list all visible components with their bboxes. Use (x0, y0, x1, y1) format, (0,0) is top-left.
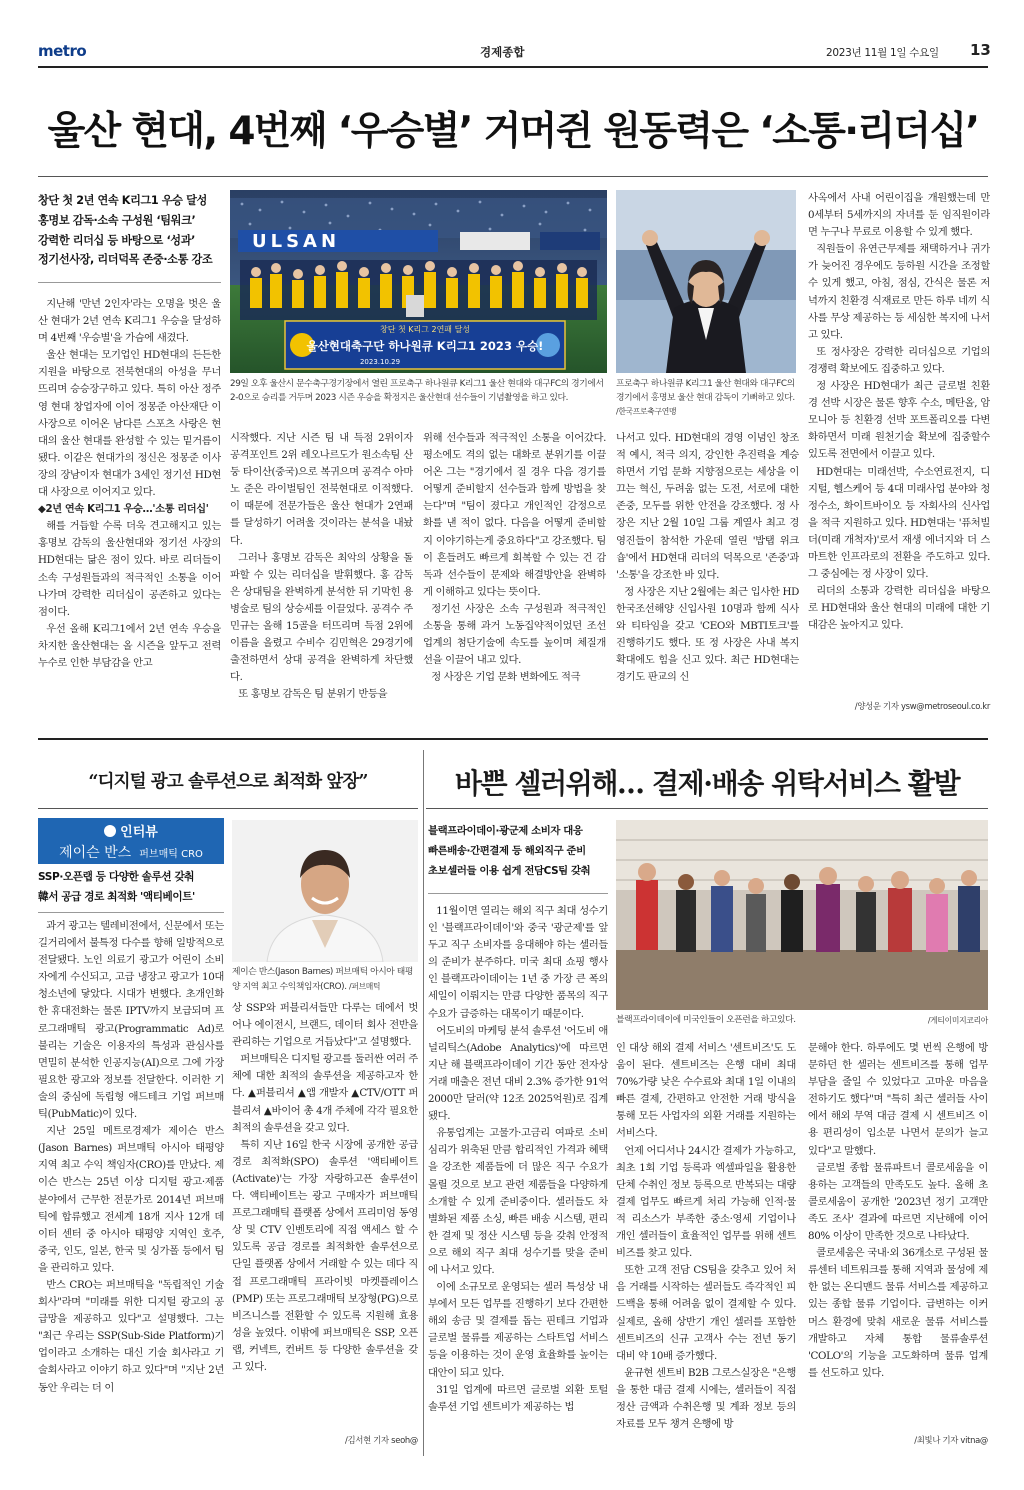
interview-col-1 (38, 918, 224, 1446)
section-name: 경제종합 (480, 45, 525, 59)
article-paragraph: 문해야 한다. 하루에도 몇 번씩 은행에 방문하던 한 셀러는 센트비즈를 통해 업무 부담을 줄일 수 있었다고 고마운 마음을 전하기도 했다"며 "특히 최근 셀러들 사이에서 해외 무역 대금 결제 시 센트비즈 이용 편리성이 입소문 나면서 문의가 늘고 있다"고 말했다. (808, 1042, 988, 1157)
top-byline: /양성운 기자 ysw@metroseoul.co.kr (854, 701, 990, 711)
interviewee-photo-credit: /퍼브매틱 (349, 981, 381, 991)
article-paragraph: 나서고 있다. HD현대의 경영 이념인 창조적 예시, 적극 의지, 강인한 추진력을 계승하면서 기업 문화 지향점으로는 세상을 이끄는 혁신, 두려움 없는 도전, 서로에 대한 존중, 모두를 위한 안전을 강조했다. 정 사장은 지난 2월 10일 그룹 계열사 최고 경영진들이 참석한 가운데 열린 '밥탭 위크숍'에서 HD현대 리더의 덕목으로 '존중'과 '소통'을 강조한 바 있다. (616, 432, 799, 581)
interviewee-photo-svg (232, 820, 418, 962)
seller-headline: 바쁜 셀러위해… 결제·배송 위탁서비스 활발 (454, 767, 960, 800)
coach-caption-text: 프로축구 하나원큐 K리그1 울산 현대와 대구FC의 경기에서 홍명보 울산 현대 감독이 기뻐하고 있다. (616, 379, 795, 403)
article-paragraph: 정 사장은 지난 2월에는 최근 입사한 HD한국조선해양 신입사원 10명과 함께 식사와 티타임을 갖고 'CEO와 MBTI토크'를 진행하기도 했다. 또 정 사장은 사내 복지 확대에도 힘을 신고 있다. 최근 HD현대는 경기도 판교의 신 (616, 585, 799, 684)
banner-date-text: 2023.10.29 (359, 358, 401, 366)
top-col-3 (423, 430, 606, 716)
interview-subhead-rule (38, 912, 224, 913)
subhead: 빠른배송·간편결제 등 해외직구 준비 (428, 844, 586, 857)
coach-photo (616, 190, 796, 373)
article-paragraph: 정 사장은 HD현대가 최근 글로벌 친환경 선박 시장은 물론 향후 수소, 메탄올, 암모니아 등 친환경 선박 포트폴리오를 다변화하면서 미래 원천기술 확보에 집중할수 있도록 전면에서 이끌고 있다. (808, 380, 990, 461)
article-paragraph: 울산 현대는 모기업인 HD현대의 든든한 지원을 바탕으로 전북현대의 아성을 무너뜨리며 승승장구하고 있다. 특히 아산 정주영 현대 창업자에 이어 정몽준 아산재단 이사장으로 이어온 남다른 스포츠 사랑은 현대의 울산 현대를 완성할 수 있는 밑거름이 됐다. 이같은 현대가의 정신은 정몽준 이사장의 장남이자 현대가 3세인 정기선 HD현대 사장으로 이어지고 있다. (38, 349, 221, 499)
coach-photo-credit: /한국프로축구연맹 (616, 407, 677, 416)
article-paragraph: 이에 소규모로 운영되는 셀러 특성상 내부에서 모든 업무를 진행하기 보다 간편한 해외 송금 및 결제를 돕는 핀테크 기업과 글로벌 물류를 제공하는 스타트업 서비스 등을 이용하는 것이 운영 효율화를 높이는 대안이 되고 있다. (428, 1281, 608, 1379)
article-paragraph: 정기선 사장은 소속 구성원과 적극적인 소통을 통해 과거 노동집약적이었던 조선업계의 첨단기술에 속도를 높이며 체질개선을 이끌어 내고 있다. (423, 602, 606, 667)
section-divider (38, 738, 988, 740)
article-paragraph: 사옥에서 사내 어린이집을 개원했는데 만 0세부터 5세까지의 자녀를 둔 임직원이라면 누구나 무료로 이용할 수 있게 했다. (808, 192, 990, 239)
seller-subheads (428, 822, 608, 881)
interview-headline: “디지털 광고 솔루션으로 최적화 앞장” (88, 772, 368, 792)
article-paragraph: 또 홍명보 감독은 팀 분위기 반등을 (238, 688, 388, 701)
article-paragraph: 퍼브매틱은 디지털 광고를 둘러싼 여러 주체에 대한 최적의 솔루션을 제공하고자 한다. ▲퍼블리셔 ▲앱 개발자 ▲CTV/OTT 퍼블리셔 ▲바이어 총 4개 주체에 각각 필요한 최적의 솔루션을 갖고 있다. (232, 1053, 418, 1134)
subhead-rule (38, 282, 221, 283)
seller-col-3 (808, 1040, 988, 1430)
seller-byline: /최빛나 기자 vitna@ (914, 1435, 988, 1445)
interviewee-caption-text: 제이슨 반스(Jason Barnes) 퍼브매틱 아시아 태평양 지역 최고 수익책임자(CRO). (232, 967, 413, 992)
celebration-photo-caption: 29일 오후 울산시 문수축구경기장에서 열린 프로축구 하나원큐 K리그1 울산 현대와 대구FC의 경기에서 2-0으로 승리를 거두며 2023 시즌 우승을 확정지은 울산현대 선수들이 기념촬영을 하고 있다. (230, 379, 604, 403)
stadium-sign-text: ULSAN (252, 231, 341, 252)
black-friday-photo-svg (616, 820, 988, 1010)
subhead: 블랙프라이데이·광군제 소비자 대응 (428, 825, 583, 837)
article-paragraph: 윤규현 센트비 B2B 그로스실장은 "은행을 통한 대금 결제 시에는, 셀러들이 직접 정산 금액과 수취은행 및 계좌 정보 등의 자료를 모두 챙겨 은행에 방 (616, 1366, 796, 1431)
article-paragraph: 글로벌 종합 물류파트너 콜로세움을 이용하는 고객들의 만족도도 높다. 올해 초 콜로세움이 공개한 '2023년 정기 고객만족도 조사' 결과에 따르면 지난해에 이어 80% 이상이 만족한 것으로 나타났다. (808, 1161, 988, 1243)
coach-photo-caption (616, 378, 796, 420)
seller-col-2 (616, 1040, 796, 1458)
top-col-2 (230, 430, 413, 716)
page-number: 13 (970, 41, 991, 59)
interview-column-divider (423, 750, 424, 1456)
interview-badge-label: 인터뷰 (120, 825, 158, 840)
article-paragraph: 반스 CRO는 퍼브매틱을 "독립적인 기술 회사"라며 "미래를 위한 디지털 광고의 공급망을 제공하고 있다"고 설명했다. 그는 "최근 우리는 SSP(Sub-Side Platform)기업이라고 소개하는 대신 기술 회사라고 기술회사라고 이야기 하고 있다"며 "지난 2년 동안 우리는 더 이 (38, 1278, 224, 1394)
article-paragraph: 특히 지난 16일 한국 시장에 공개한 공급 경로 최적화(SPO) 솔루션 '액티베이트(Activate)'는 가장 자랑하고픈 솔루션이다. 액티베이트는 광고 구매자가 퍼브매틱 프로그래매틱 플랫폼 상에서 프리미엄 동영상 및 CTV 인벤토리에 직접 액세스 할 수 있도록 공급 경로를 최적화한 솔루션으로 단일 플랫폼 상에서 거래할 수 있는 데다 직접 프로그래매틱 프라이빗 마켓플레이스(PMP) 또는 프로그래매틱 보장형(PG)으로 비즈니스를 전환할 수 있도록 지원해 효용성을 높였다. 이밖에 퍼브매틱은 SSP, 오픈랩, 커넥트, 컨버트 등 다양한 솔루션을 갖고 있다. (232, 1138, 418, 1373)
article-paragraph: 위해 선수들과 적극적인 소통을 이어갔다. 평소에도 격의 없는 대화로 분위기를 이끌어온 그는 "경기에서 질 경우 다음 경기를 어떻게 준비할지 선수들과 함께 방법을 찾는다"며 "팀이 졌다고 개인적인 감정으로 화를 낸 적이 없다. 다음을 어떻게 준비할지 이야기하는게 중요하다"고 강조했다. 팀이 흔들려도 빠르게 회복할 수 있는 건 감독과 선수들이 문제와 해결방안을 완벽하게 이해하고 있다는 뜻이다. (423, 432, 606, 598)
article-paragraph: 지난 25일 메트로경제가 제이슨 반스(Jason Barnes) 퍼브매틱 아시아 태평양 지역 최고 수익 책임자(CRO)를 만났다. 제이슨 반스는 25년 이상 디지털 광고·제품 분야에서 근무한 전문가로 2014년 퍼브매틱에 합류했고 전세계 18개 지사 12개 데이터 센터 중 아시아 태평양 지역인 호주, 중국, 인도, 일본, 한국 및 싱가폴 등에서 팀을 관리하고 있다. (38, 1125, 224, 1274)
interview-badge (38, 818, 224, 864)
seller-subhead-rule (428, 893, 608, 894)
article-paragraph: 콜로세움은 국내·외 36개소로 구성된 물류센터 네트워크를 통해 지역과 물성에 제한 없는 온디맨드 물류 서비스를 제공하고 있는 종합 물류 기업이다. 급변하는 이커머스 환경에 맞춰 새로운 물류 서비스를 개발하고 자체 통합 물류솔루션 'COLO'의 기능을 고도화하며 물류 업계를 선도하고 있다. (808, 1247, 988, 1379)
banner-small-text: 창단 첫 K리그 2연패 달성 (379, 325, 471, 334)
article-paragraph: HD현대는 미래선박, 수소연료전지, 디지털, 헬스케어 등 4대 미래사업 분야와 청정수소, 화이트바이오 등 자회사의 신사업을 적극 지원하고 있다. HD현대는 '퓨처빌더(미래 개척자)'로서 재생 에너지와 더 스마트한 인프라로의 전환을 주도하고 있다. 그 중심에는 정 사장이 있다. (808, 465, 990, 581)
interview-badge-top (38, 821, 224, 840)
article-paragraph: 정 사장은 기업 문화 변화에도 적극 (431, 671, 581, 684)
black-friday-photo (616, 820, 988, 1010)
interview-col-2 (232, 1000, 418, 1428)
black-friday-caption: 블랙프라이데이에 미국인들이 오픈런을 하고있다. (616, 1015, 796, 1025)
interviewee-photo-caption (232, 966, 418, 994)
article-subheading: ◆2년 연속 K리그1 우승…'소통 리더십' (38, 504, 209, 516)
top-col-5 (808, 190, 990, 697)
subhead: 정기선사장, 리더덕목 존중·소통 강조 (38, 253, 213, 267)
person-icon (104, 825, 116, 837)
article-paragraph: 지난해 '만년 2인자'라는 오명을 벗은 울산 현대가 2년 연속 K리그1 우승을 달성하며 4번째 '우승별'을 가슴에 새겼다. (38, 298, 221, 345)
article-paragraph: 또 정사장은 강력한 리더십으로 기업의 경쟁력 확보에도 집중하고 있다. (808, 345, 990, 375)
headline-rule (38, 176, 988, 177)
article-paragraph: 인 대상 해외 결제 서비스 '센트비즈'도 도움이 된다. 센트비즈는 은행 대비 최대 70%가량 낮은 수수료와 최대 1일 이내의 빠른 결제, 간편하고 안전한 거래 방식을 통해 모든 사업자의 외환 거래를 지원하는 서비스다. (616, 1042, 796, 1140)
issue-date: 2023년 11월 1일 수요일 (826, 47, 939, 59)
article-paragraph: 시작했다. 지난 시즌 팀 내 득점 2위이자 공격포인트 2위 레오나르도가 원소속팀 산둥 타이산(중국)으로 복귀으며 공격수 아마노 준은 라이벌팀인 전북현대로 이적했다. 이 때문에 전문가들은 울산 현대가 2연패를 달성하기 어려울 것이라는 분석을 내놨다. (230, 432, 413, 547)
interview-headline-rule (38, 808, 418, 809)
subhead: 창단 첫 2년 연속 K리그1 우승 달성 (38, 194, 207, 207)
interviewee-name: 제이슨 반스 (59, 845, 132, 861)
subhead: 홍명보 감독·소속 구성원 ‘팀워크’ (38, 213, 196, 227)
article-paragraph: 어도비의 마케팅 분석 솔루션 '어도비 애널리틱스(Adobe Analytics)'에 따르면 지난 해 블랙프라이데이 기간 동안 전자상거래 매출은 전년 대비 2.3% 증가한 91억2000만 달러(약 12조 2025억원)로 집계됐다. (428, 1024, 608, 1123)
article-paragraph: 우선 올해 K리그1에서 2년 연속 우승을 차지한 울산현대는 올 시즌을 앞두고 전력누수로 인한 부담감을 안고 (38, 622, 221, 669)
article-paragraph: 과거 광고는 텔레비전에서, 신문에서 또는 길거리에서 불특정 다수를 향해 일방적으로 전달됐다. 노인 의료기 광고가 어린이 소비자에게 수신되고, 고급 냉장고 광고가 10대 청소년에 닿았다. 시대가 변했다. 초개인화 한 휴대전화는 물론 IPTV까지 보급되며 프로그래매틱 광고(Programmatic Ad)로 불리는 기술은 이용자의 특성과 관심사를 면밀히 분석한 인공지능(AI)으로 그에 가장 필요한 광고와 정보를 전달한다. 이러한 기술의 중심에 독립형 애드테크 기업 퍼브매틱(PubMatic)이 있다. (38, 920, 224, 1121)
black-friday-credit: /게티이미지코리아 (927, 1016, 988, 1025)
celebration-photo (230, 190, 607, 373)
article-paragraph: 리더의 소통과 강력한 리더십을 바탕으로 HD현대와 울산 현대의 미래에 대한 기대감은 높아지고 있다. (808, 585, 990, 632)
top-col-1 (38, 296, 221, 716)
masthead-logo (38, 42, 86, 60)
interviewee-title: 퍼브매틱 CRO (139, 849, 203, 860)
seller-headline-rule (426, 808, 988, 809)
banner-main-text: 울산현대축구단 하나원큐 K리그1 2023 우승! (306, 339, 544, 353)
article-paragraph: 그러나 홍명보 감독은 최악의 상황을 돌파할 수 있는 리더십을 발휘했다. 홍 감독은 상대팀을 완벽하게 분석한 뒤 기막힌 용병술로 팀의 상승세를 이끌었다. 공격수 주민규는 올해 15골을 터뜨리며 득점 2위에 이름을 올렸고 수비수 김민혁은 29경기에 출전하면서 상대 공격을 완벽하게 차단했다. (230, 551, 413, 684)
header-rule (38, 66, 988, 68)
top-col-4 (616, 430, 799, 716)
article-paragraph: 언제 어디서나 24시간 결제가 가능하고, 최초 1회 기업 등록과 엑셀파일을 활용한 단체 수취인 정보 등록으로 반복되는 대량 결제 업무도 빠르게 처리 가능해 인적·물적 리소스가 부족한 중소·영세 기업이나 개인 셀러들이 효율적인 업무를 위해 센트비즈를 찾고 있다. (616, 1144, 796, 1260)
article-paragraph: 31일 업계에 따르면 글로벌 외환 토털 솔루션 기업 센트비가 제공하는 법 (428, 1383, 608, 1413)
top-headline: 울산 현대, 4번째 ‘우승별’ 거머쥔 원동력은 ‘소통·리더십’ (47, 109, 979, 154)
interviewee-photo (232, 820, 418, 962)
top-subheads (38, 191, 221, 270)
logo-text: metro (38, 42, 87, 60)
subhead: 강력한 리더십 등 바탕으로 ‘성과’ (38, 233, 195, 247)
subhead: SSP·오픈랩 등 다양한 솔루션 갖춰 (38, 871, 195, 883)
article-paragraph: 해를 거듭할 수록 더욱 견고해지고 있는 홍명보 감독의 울산현대와 정기선 사장의 HD현대는 닮은 점이 있다. 바로 리더들이 소속 구성원들과의 적극적인 소통을 이어나가며 강력한 리더십이 공존하고 있다는 점이다. (38, 520, 221, 618)
subhead: 초보셀러들 이용 쉽게 전담CS팀 갖춰 (428, 864, 591, 877)
celebration-photo-svg (230, 190, 607, 373)
article-paragraph: 상 SSP와 퍼블리셔들만 다루는 데에서 벗어나 에이전시, 브랜드, 데이터 회사 전반을 관리하는 기업으로 거듭났다"고 설명했다. (232, 1002, 418, 1049)
article-paragraph: 직원들이 유연근무제를 채택하거나 귀가가 늦어진 경우에도 등하원 시간을 조정할 수 있게 했고, 아침, 점심, 간식은 물론 저녁까지 친환경 식재료로 만든 하루 네끼 식사를 무상 제공하는 등 세심한 복지에 나서고 있다. (808, 243, 990, 341)
subhead: 韓서 공급 경로 최적화 '액티베이트' (38, 890, 195, 903)
article-paragraph: 11월이면 열리는 해외 직구 최대 성수기인 '블랙프라이데이'와 중국 '광군제'를 앞두고 직구 소비자를 응대해야 하는 셀러들의 준비가 분주하다. 미국 최대 쇼핑 행사인 블랙프라이데이는 1년 중 가장 큰 폭의 세일이 이뤄지는 만큼 다양한 품목의 직구 수요가 급증하는 대목이기 때문이다. (428, 905, 608, 1020)
article-paragraph: 또한 고객 전담 CS팀을 갖추고 있어 처음 거래를 시작하는 셀러들도 즉각적인 피드백을 통해 어려움 없이 결제할 수 있다. 실제로, 올해 상반기 개인 셀러를 포함한 센트비즈의 신규 고객사 수는 전년 동기 대비 약 10배 증가했다. (616, 1264, 796, 1362)
seller-col-1 (428, 903, 608, 1458)
interviewee-line (38, 842, 224, 862)
coach-photo-svg (616, 190, 796, 373)
interview-subheads (38, 868, 224, 908)
article-paragraph: 유통업계는 고물가·고금리 여파로 소비심리가 위축된 만큼 합리적인 가격과 혜택을 강조한 제품들에 더 많은 직구 수요가 몰릴 것으로 보고 관련 제품들을 다양하게 소개할 수 있게 준비중이다. 셀러들도 차별화된 제품 소싱, 빠른 배송 시스템, 편리한 결제 및 정산 시스템 등을 갖춰 안정적으로 해외 직구 최대 성수기를 맞을 준비에 나서고 있다. (428, 1127, 608, 1276)
interview-byline: /김서현 기자 seoh@ (344, 1435, 418, 1445)
